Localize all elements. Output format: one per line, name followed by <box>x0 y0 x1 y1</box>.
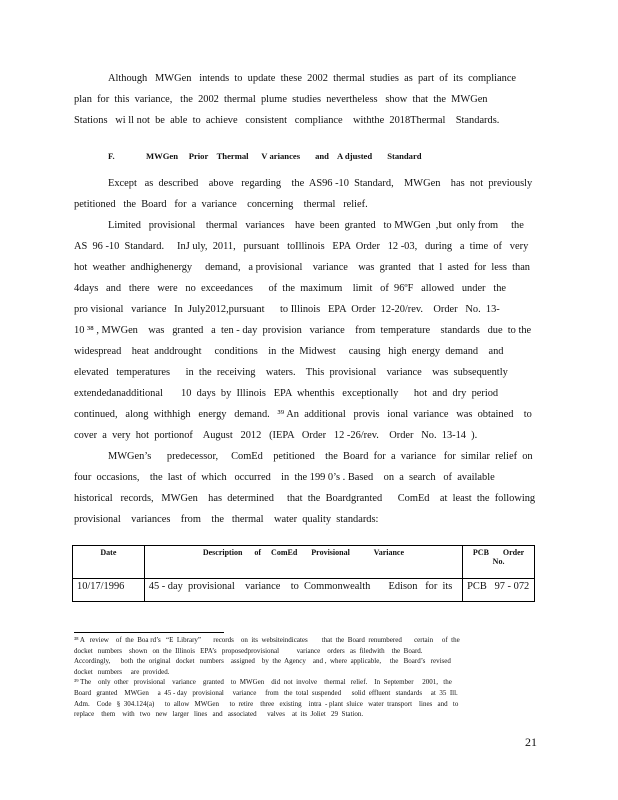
header-pcb <box>463 546 535 579</box>
table-header-row <box>73 546 535 579</box>
body-line: cover a very hot portionof August 2012 (IEPA Order 12 -26/rev. Order No. 13-14 ). <box>74 430 478 441</box>
body-line: Although MWGen intends to update these 2002 thermal studies as part of its compliance <box>108 73 517 84</box>
body-line: petitioned the Board for a variance concerning thermal relief. <box>74 199 368 210</box>
body-line: elevated temperatures in the receiving waters. This provisional variance was subsequently <box>74 367 508 378</box>
section-title: MWGen Prior Thermal V ariances and A djusted Standard <box>146 151 422 161</box>
header-description: Description of ComEd Provisional Variance <box>144 546 462 579</box>
row-date: 10/17/1996 <box>73 579 145 602</box>
header-pcb-order: PCB Order <box>472 548 525 557</box>
footnote-line: docket numbers shown on the Illinois EPA’s proposedprovisional variance orders as filedwith the Board. <box>74 646 423 655</box>
row-description: 45 - day provisional variance to Commonwealth Edison for its <box>144 579 462 602</box>
body-line: hot weather andhighenergy demand, a provisional variance was granted that l asted for less than <box>74 262 530 273</box>
body-line: extendedanadditional 10 days by Illinois EPA whenthis exceptionally hot and dry period <box>74 388 499 399</box>
body-line: plan for this variance, the 2002 thermal plume studies nevertheless show that the MWGen <box>74 94 488 105</box>
footnote-line: replace them with two new larger lines and associated valves at its Joliet 29 Station. <box>74 710 364 719</box>
body-line: Stations wi ll not be able to achieve consistent compliance withthe 2018Thermal Standards. <box>74 115 500 126</box>
footnote-divider <box>74 632 224 633</box>
row-pcb: PCB 97 - 072 <box>463 579 535 602</box>
variance-table <box>72 545 535 602</box>
footnote-line: ³⁸ A review of the Boa rd’s “E Library” records on its websiteindicates that the Board renumbered certain of the <box>74 636 460 644</box>
body-line: provisional variances from the thermal water quality standards: <box>74 514 379 525</box>
footnote-line: docket numbers are provided. <box>74 667 170 676</box>
body-line: MWGen’s predecessor, ComEd petitioned the Board for a variance for similar relief on <box>108 451 533 462</box>
page-number: 21 <box>525 735 537 749</box>
footnote-line: Board granted MWGen a 45 - day provisional variance from the total suspended solid effluent standards at 35 Ill. <box>74 689 458 697</box>
table-row <box>73 579 535 602</box>
body-line: historical records, MWGen has determined that the Boardgranted ComEd at least the following <box>74 493 536 504</box>
body-line: four occasions, the last of which occurred in the 199 0’s . Based on a search of available <box>74 472 495 483</box>
body-line: 4days and there were no exceedances of the maximum limit of 96ºF allowed under the <box>74 283 507 294</box>
body-line: continued, along withhigh energy demand. ³⁹ An additional provis ional variance was obtained to <box>74 409 532 420</box>
section-letter: F. <box>108 151 115 161</box>
header-pcb-no: No. <box>492 557 505 566</box>
body-line: pro visional variance In July2012,pursuant to Illinois EPA Order 12-20/rev. Order No. 13- <box>74 304 500 315</box>
body-line: AS 96 -10 Standard. InJ uly, 2011, pursuant toIllinois EPA Order 12 -03, during a time of very <box>74 241 529 252</box>
body-line: 10 ³⁸ , MWGen was granted a ten - day provision variance from temperature standards due to the <box>74 325 532 336</box>
header-date: Date <box>73 546 145 579</box>
body-line: widespread heat anddrought conditions in the Midwest causing high energy demand and <box>74 346 504 357</box>
footnote-line: Accordingly, both the original docket numbers assigned by the Agency and , where applicable, the Board’s revised <box>74 657 451 666</box>
body-line: Limited provisional thermal variances have been granted to MWGen ,but only from the <box>108 220 524 231</box>
footnote-line: Adm. Code § 304.124(a) to allow MWGen to retire three existing intra - plant sluice water transport lines and to <box>74 699 459 708</box>
footnote-line: ³⁹ The only other provisional variance granted to MWGen did not involve thermal relief. In September 2001, the <box>74 678 452 687</box>
body-line: Except as described above regarding the AS96 -10 Standard, MWGen has not previously <box>108 178 533 189</box>
